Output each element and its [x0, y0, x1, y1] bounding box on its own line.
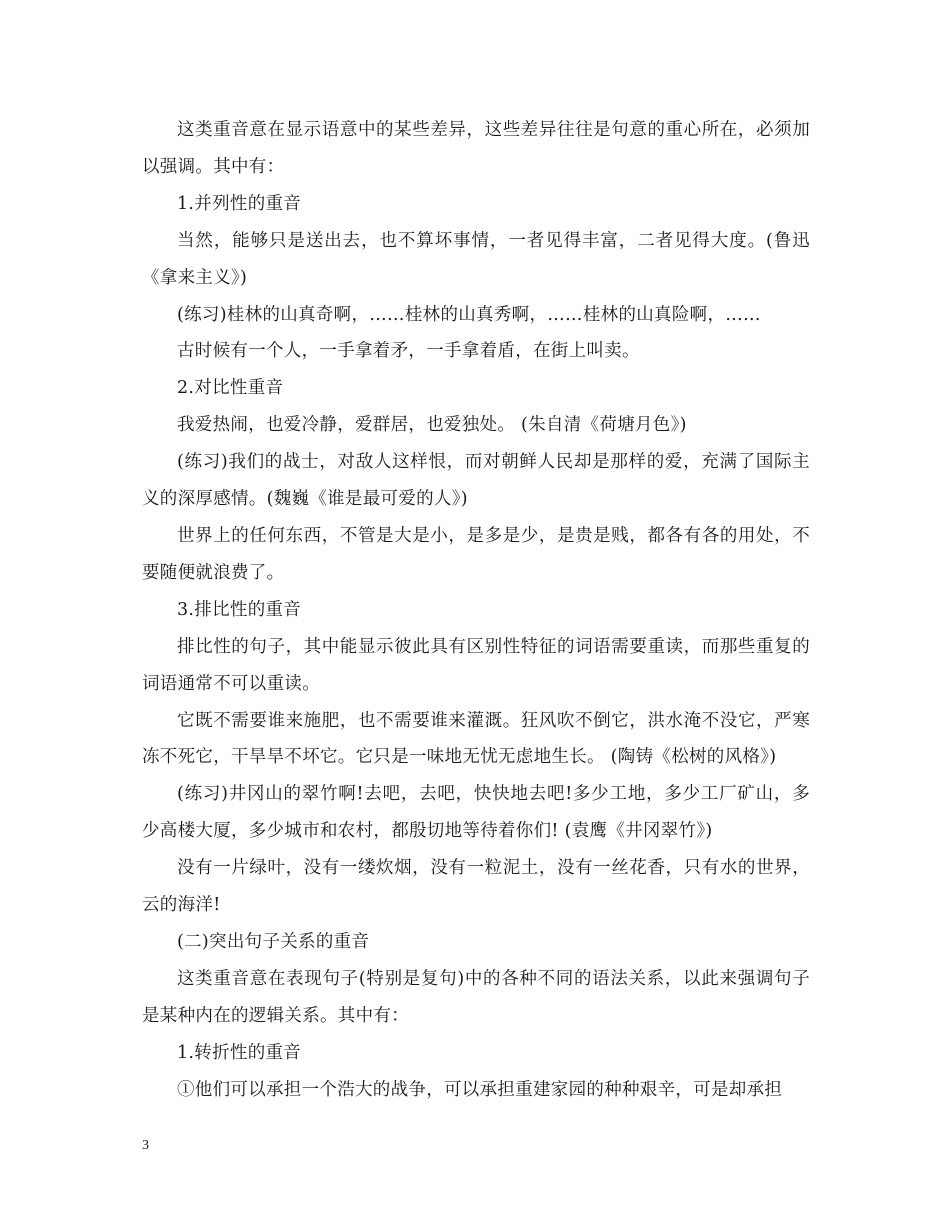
- paragraph: 它既不需要谁来施肥，也不需要谁来灌溉。狂风吹不倒它，洪水淹不没它，严寒冻不死它，干旱旱不坏它。它只是一味地无忧无虑地生长。 (陶铸《松树的风格》): [142, 710, 810, 768]
- body-text: [142, 112, 810, 1108]
- paragraph: ①他们可以承担一个浩大的战争，可以承担重建家园的种种艰辛，可是却承担: [177, 1079, 783, 1100]
- paragraph: 这类重音意在显示语意中的某些差异，这些差异往往是句意的重心所在，必须加以强调。其中有：: [142, 120, 810, 177]
- paragraph: 世界上的任何东西，不管是大是小，是多是少，是贵是贱，都各有各的用处，不要随便就浪费了。: [142, 525, 810, 583]
- section-heading: 2.对比性重音: [177, 378, 284, 399]
- section-heading: 1.转折性的重音: [177, 1042, 302, 1063]
- paragraph: 没有一片绿叶，没有一缕炊烟，没有一粒泥土，没有一丝花香，只有水的世界，云的海洋!: [142, 858, 810, 916]
- paragraph: 我爱热闹，也爱冷静，爱群居，也爱独处。 (朱自清《荷塘月色》): [177, 415, 687, 436]
- paragraph: 当然，能够只是送出去，也不算坏事情，一者见得丰富，二者见得大度。(鲁迅《拿来主义》): [142, 230, 810, 288]
- section-heading: 1.并列性的重音: [177, 193, 302, 214]
- paragraph: (练习)桂林的山真奇啊，……桂林的山真秀啊，……桂林的山真险啊，……: [177, 304, 761, 325]
- paragraph: (练习)我们的战士，对敌人这样恨，而对朝鲜人民却是那样的爱，充满了国际主义的深厚感情。(魏巍《谁是最可爱的人》): [142, 452, 810, 510]
- section-heading: (二)突出句子关系的重音: [177, 931, 370, 952]
- page-number: 3: [142, 1138, 149, 1153]
- paragraph: 古时候有一个人，一手拿着矛，一手拿着盾，在街上叫卖。: [177, 341, 640, 362]
- paragraph: (练习)井冈山的翠竹啊!去吧，去吧，快快地去吧!多少工地，多少工厂矿山，多少高楼大厦，多少城市和农村，都殷切地等待着你们! (袁鹰《井冈翠竹》): [142, 784, 810, 842]
- section-heading: 3.排比性的重音: [177, 599, 302, 620]
- paragraph: 这类重音意在表现句子(特别是复句)中的各种不同的语法关系，以此来强调句子是某种内在的逻辑关系。其中有：: [142, 968, 810, 1026]
- paragraph: 排比性的句子，其中能显示彼此具有区别性特征的词语需要重读，而那些重复的词语通常不可以重读。: [142, 636, 810, 694]
